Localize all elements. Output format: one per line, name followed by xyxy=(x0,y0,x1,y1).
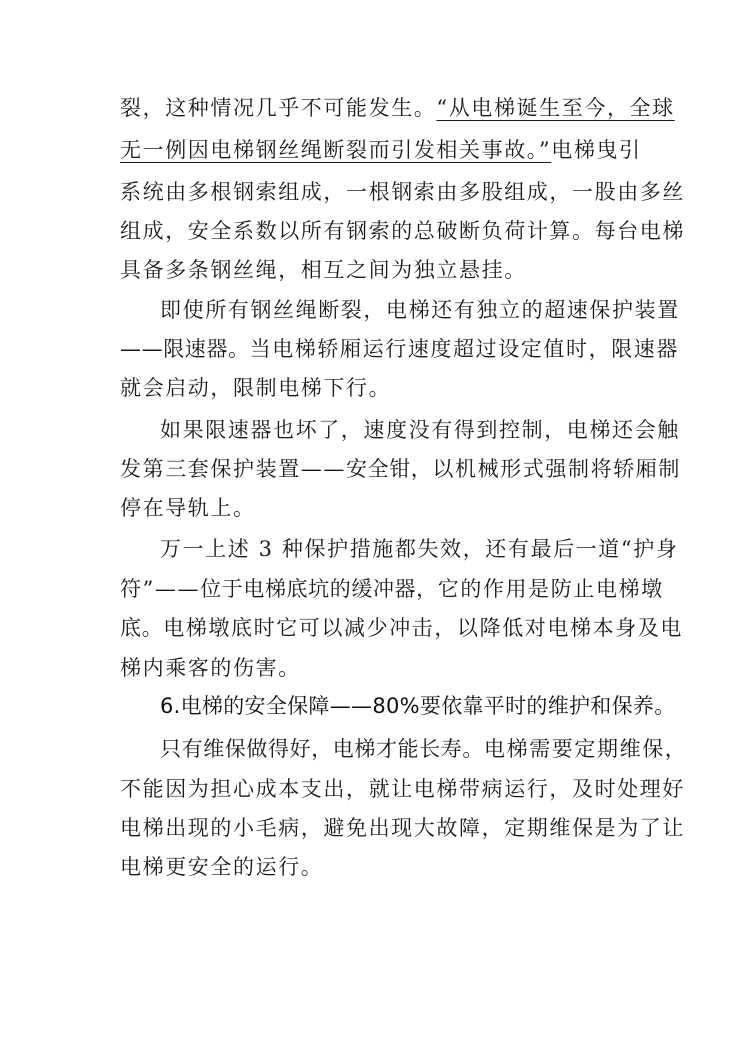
text-line xyxy=(120,178,685,206)
text-segment: 以机械形式强制将轿厢制 xyxy=(432,457,682,481)
text-segment: 它的作用是防止电梯墩 xyxy=(437,577,664,601)
text-line xyxy=(120,614,684,642)
text-line xyxy=(120,217,685,245)
text-segment: 位于电梯底坑的缓冲器， xyxy=(200,577,438,601)
text-line xyxy=(120,374,640,402)
text-segment: 底。 xyxy=(120,616,164,640)
text-segment: 即使所有钢丝绳断裂，电梯还有独立的超速保护装置 xyxy=(160,298,680,322)
text-segment: 安全钳， xyxy=(346,457,433,481)
text-line xyxy=(120,94,675,122)
text-segment: 梯内乘客的伤害。 xyxy=(120,656,301,680)
text-segment: 停在导轨上。 xyxy=(120,496,256,520)
text-segment: 电梯墩底时它可以减少冲击，以降低对电梯本身及电 xyxy=(163,616,684,640)
text-segment: 发第三套保护装置—— xyxy=(120,457,346,481)
section-heading: 6.电梯的安全保障——80%要依靠平时的维护和保养。 xyxy=(160,694,676,718)
text-segment: 系统由多根钢索组成，一根钢索由多股组成，一股由多丝 xyxy=(120,180,685,204)
text-segment: 电梯曳引 xyxy=(551,138,642,162)
text-line xyxy=(120,136,640,164)
text-segment: 当电梯轿厢运行速度超过设定值时，限速器 xyxy=(249,337,680,361)
text-line xyxy=(120,654,640,682)
text-segment: 不能因为担心成本支出，就让电梯带病运行，及时处理好 xyxy=(120,777,685,801)
text-line xyxy=(160,296,680,324)
text-line xyxy=(160,416,680,444)
text-line xyxy=(160,535,680,563)
text-segment: 只有维保做得好，电梯才能长寿。 xyxy=(160,737,484,761)
text-line xyxy=(120,814,685,842)
text-segment: 电梯更安全的运行。 xyxy=(120,855,324,879)
text-segment: 符”—— xyxy=(120,577,201,601)
text-segment: 裂，这种情况几乎不可能发生。 xyxy=(120,96,437,120)
text-segment: 电梯出现的小毛病，避免出现大故障，定期维保是为了让 xyxy=(120,816,685,840)
text-line xyxy=(120,575,664,603)
text-segment: 具备多条钢丝绳，相互之间为独立悬挂。 xyxy=(120,258,527,282)
text-line xyxy=(120,853,640,881)
text-line xyxy=(120,256,640,284)
text-segment: ——限速器。 xyxy=(120,337,250,361)
underlined-quote: “从电梯诞生至今，全球 xyxy=(436,96,675,120)
text-line xyxy=(160,735,688,763)
text-segment: 万一上述 3 种保护措施都失效，还有最后一道“护身 xyxy=(160,537,679,561)
underlined-quote: 无一例因电梯钢丝绳断裂而引发相关事故。” xyxy=(120,138,552,162)
text-segment: 组成，安全系数以所有钢索的总破断负荷计算。每台电梯 xyxy=(120,219,685,243)
text-segment: 如果限速器也坏了，速度没有得到控制，电梯还会触 xyxy=(160,418,680,442)
text-line xyxy=(120,775,685,803)
text-line xyxy=(120,494,640,522)
text-line xyxy=(120,455,682,483)
text-line xyxy=(120,335,680,363)
text-segment: 就会启动，限制电梯下行。 xyxy=(120,376,392,400)
text-segment: 电梯需要定期维保， xyxy=(484,737,688,761)
